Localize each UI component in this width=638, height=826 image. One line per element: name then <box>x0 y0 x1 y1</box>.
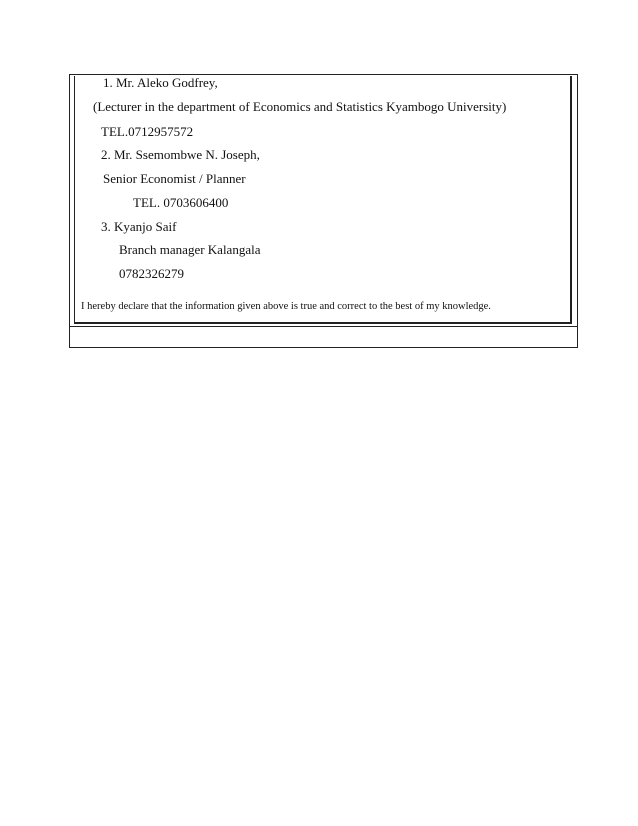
reference-2-title: Senior Economist / Planner <box>103 171 246 186</box>
reference-3-name: 3. Kyanjo Saif <box>101 219 177 234</box>
reference-1-name: 1. Mr. Aleko Godfrey, <box>103 75 218 90</box>
reference-1-title: (Lecturer in the department of Economics and Statistics Kyambogo University) <box>93 99 507 114</box>
reference-3-title: Branch manager Kalangala <box>119 242 261 257</box>
reference-1-phone: TEL.0712957572 <box>101 124 194 139</box>
declaration-statement: I hereby declare that the information given above is true and correct to the best of my knowledge. <box>81 301 491 312</box>
section-divider <box>69 326 578 327</box>
reference-3-phone: 0782326279 <box>119 266 184 281</box>
reference-2-name: 2. Mr. Ssemombwe N. Joseph, <box>101 147 260 162</box>
reference-2-phone: TEL. 0703606400 <box>133 195 229 210</box>
